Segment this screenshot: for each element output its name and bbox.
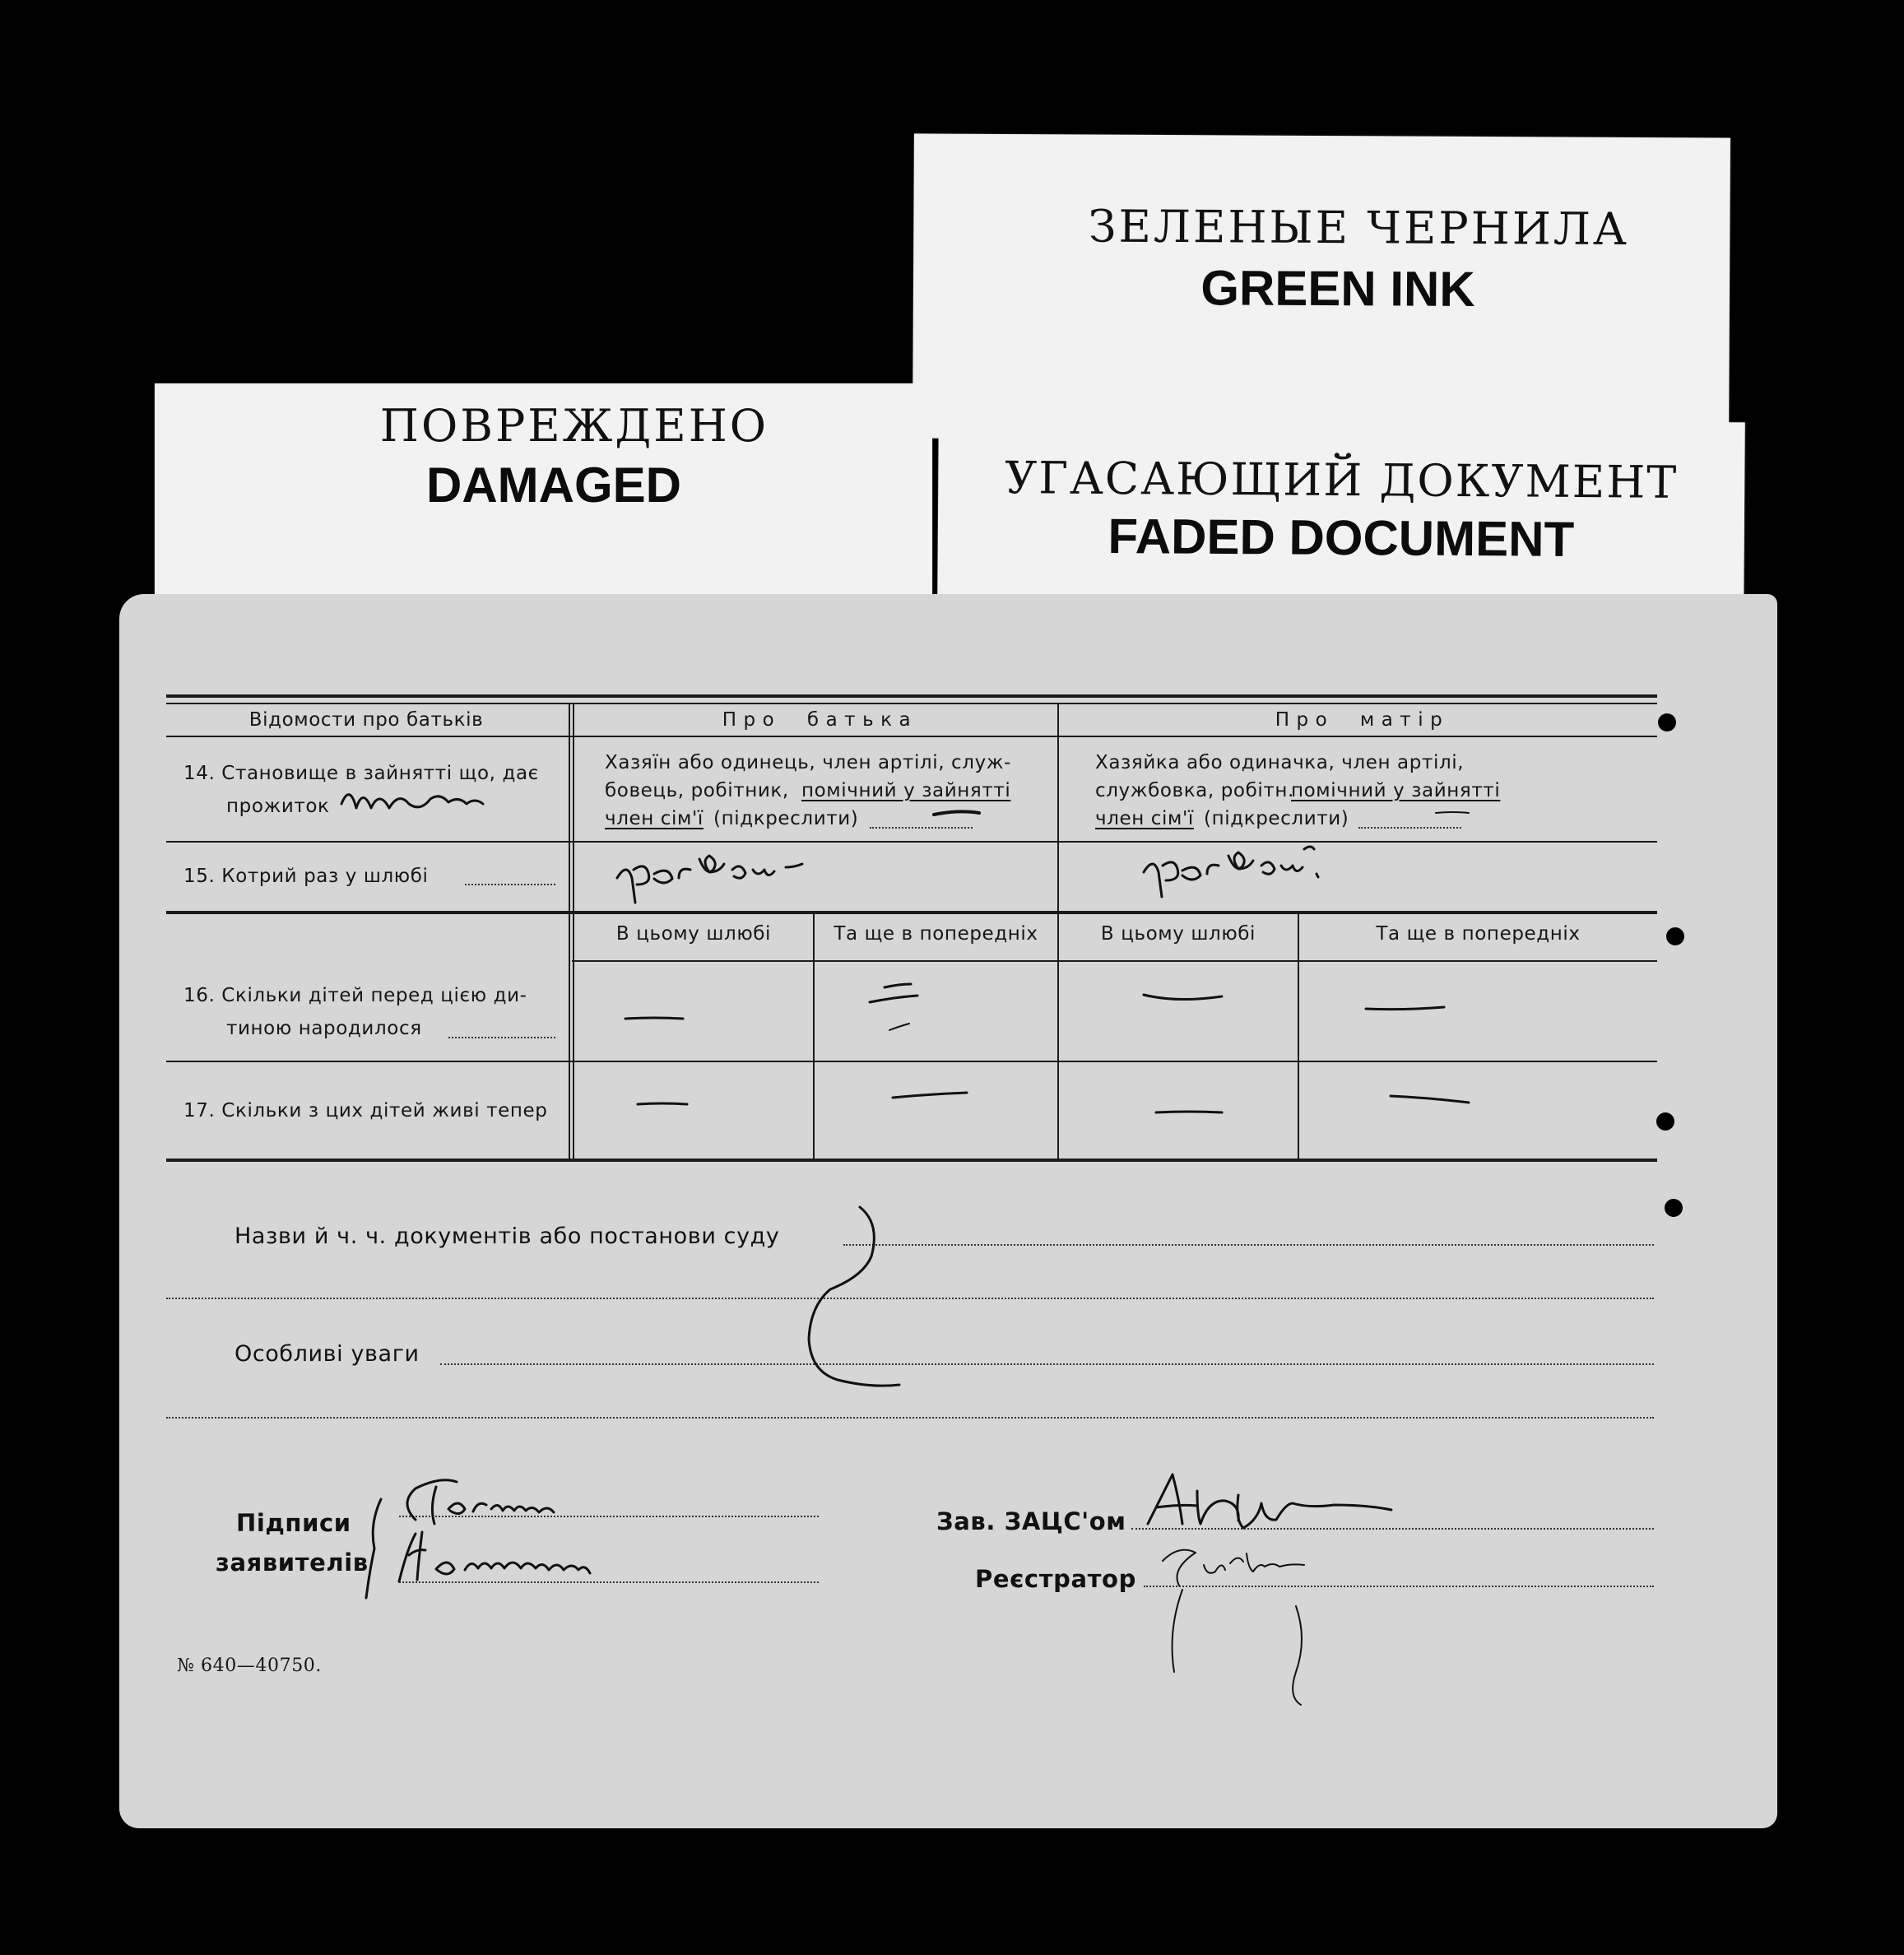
mother-previous-marriages: Та ще в попередніх (1376, 923, 1581, 945)
handwriting-overlay (119, 594, 1777, 1828)
handwriting-dash-r16-c2a (885, 984, 911, 987)
registration-form-card (119, 594, 1777, 1828)
notes-label: Особливі уваги (235, 1341, 420, 1367)
handwriting-mother-dash-row14 (1436, 812, 1469, 813)
row14-mother-line2b: помічний у зайнятті (1291, 780, 1501, 801)
row14-mother-line3b: (підкреслити) (1204, 808, 1349, 829)
row16-label-line1: 16. Скільки дітей перед цією ди- (183, 985, 527, 1006)
damaged-label-en: DAMAGED (426, 457, 681, 513)
handwriting-head-signature (1148, 1474, 1391, 1528)
handwriting-dash-r16-c2c (889, 1024, 909, 1030)
handwriting-father-dash-row14 (934, 811, 979, 815)
header-parents-info: Відомости про батьків (248, 709, 484, 731)
handwriting-dash-r17-c2 (893, 1093, 967, 1098)
row15-label: 15. Котрий раз у шлюбі (183, 866, 429, 887)
row14-father-line1: Хазяїн або одинець, член артілі, служ- (605, 752, 1012, 773)
handwriting-dash-r17-c4 (1391, 1096, 1469, 1103)
header-about-mother: П р о м а т і р (1275, 709, 1443, 731)
documents-label: Назви й ч. ч. документів або постанови суду (235, 1224, 780, 1249)
handwriting-dash-r16-c4 (1366, 1007, 1444, 1010)
row16-label-line2: тиною народилося (226, 1018, 422, 1039)
registrar-label: Реєстратор (975, 1565, 1136, 1593)
green-ink-label (913, 133, 1730, 442)
row14-mother-line3a: член сім'ї (1095, 808, 1194, 829)
damaged-label (155, 383, 932, 597)
handwriting-signature-1 (407, 1480, 554, 1524)
form-number: № 640—40750. (177, 1655, 322, 1676)
faded-document-label-en: FADED DOCUMENT (1108, 508, 1575, 567)
faded-document-label (937, 417, 1745, 612)
handwriting-dash-r16-c2b (870, 996, 917, 1002)
row17-label: 17. Скільки з цих дітей живі тепер (183, 1100, 548, 1121)
row14-label-line2: прожиток (226, 796, 330, 817)
header-about-father: П р о б а т ь к а (722, 709, 912, 731)
mother-this-marriage: В цьому шлюбі (1100, 923, 1256, 945)
row14-father-line3a: член сім'ї (605, 808, 704, 829)
faded-document-label-ru: УГАСАЮЩИЙ ДОКУМЕНТ (1005, 452, 1679, 508)
green-ink-label-en: GREEN INK (1200, 260, 1475, 317)
damaged-label-ru: ПОВРЕЖДЕНО (379, 400, 769, 452)
green-ink-label-ru: ЗЕЛЕНЫЕ ЧЕРНИЛА (1088, 200, 1630, 255)
handwriting-signature-2 (399, 1532, 590, 1581)
head-of-registry-label: Зав. ЗАЦС'ом (936, 1507, 1126, 1535)
handwriting-row15-mother (1144, 847, 1318, 897)
row14-mother-line1: Хазяйка або одиначка, член артілі, (1095, 752, 1465, 773)
row14-father-line2a: бовець, робітник, (605, 780, 789, 801)
handwriting-dash-r16-c3 (1144, 995, 1222, 1000)
row14-mother-line2a: службовка, робітн. (1095, 780, 1294, 801)
handwriting-row15-father (617, 856, 802, 903)
father-previous-marriages: Та ще в попередніх (834, 923, 1038, 945)
row14-label-line1: 14. Становище в зайнятті що, дає (183, 763, 539, 784)
row14-father-line2b: помічний у зайнятті (801, 780, 1011, 801)
handwriting-documents-brace (809, 1207, 899, 1386)
signatures-label-line1: Підписи (236, 1509, 351, 1537)
handwriting-dash-r17-c1 (638, 1103, 687, 1104)
handwriting-signature-brace (366, 1499, 381, 1598)
signatures-label-line2: заявителів (216, 1549, 369, 1577)
handwriting-dash-r16-c1 (625, 1018, 683, 1019)
handwriting-registrar-signature (1163, 1550, 1304, 1705)
handwriting-occupation (341, 795, 483, 808)
row14-father-line3b: (підкреслити) (713, 808, 859, 829)
father-this-marriage: В цьому шлюбі (615, 923, 772, 945)
